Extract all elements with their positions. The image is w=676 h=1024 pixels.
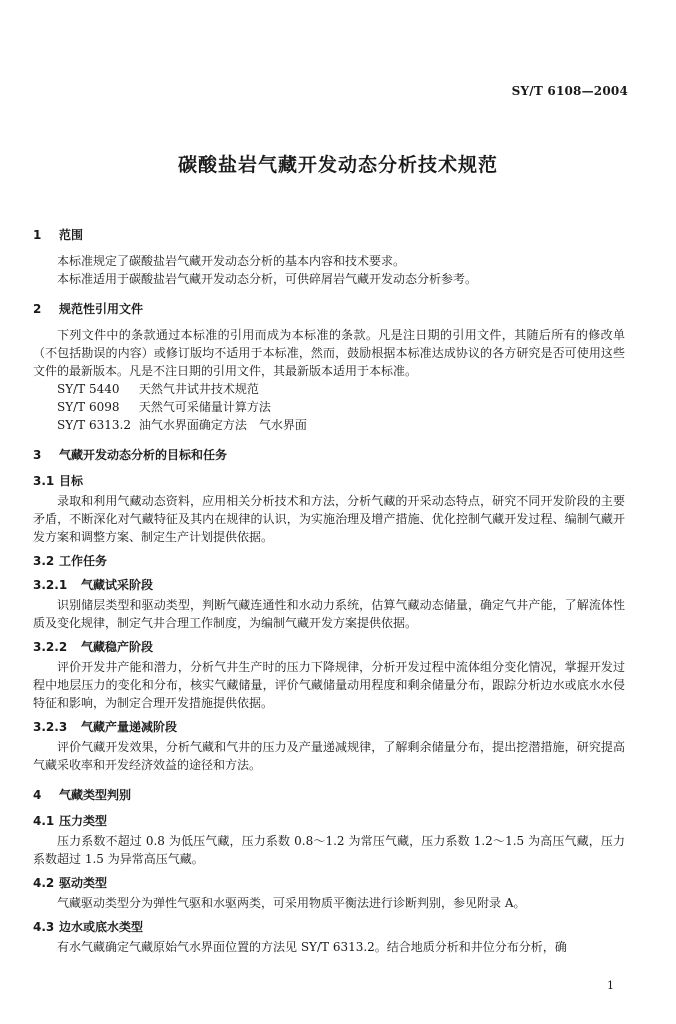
section-title: 规范性引用文件 <box>59 302 144 316</box>
page-number: 1 <box>607 979 614 992</box>
document-body <box>33 226 625 956</box>
reference-title: 天然气可采储量计算方法 <box>138 400 271 414</box>
subsection-3-2-2-heading <box>33 638 625 656</box>
subsection-3-2-3-heading <box>33 718 625 736</box>
subsection-title: 工作任务 <box>59 554 108 568</box>
subsection-number: 3.2.1 <box>33 578 68 592</box>
reference-code: SY/T 6313.2 <box>57 418 131 432</box>
doc-code: SY/T 6108—2004 <box>511 84 628 98</box>
reference-title: 油气水界面确定方法 气水界面 <box>138 418 307 432</box>
section-1-heading <box>33 226 625 244</box>
reference-item <box>33 398 625 416</box>
section-title: 气藏开发动态分析的目标和任务 <box>59 448 228 462</box>
paragraph: 有水气藏确定气藏原始气水界面位置的方法见 SY/T 6313.2。结合地质分析和井位分布分析，确 <box>57 940 567 954</box>
paragraph: 下列文件中的条款通过本标准的引用而成为本标准的条款。凡是注日期的引用文件，其随后所有的修改单（不包括勘误的内容）或修订版均不适用于本标准，然而，鼓励根据本标准达成协议的各方研究是否可使用这些文件的最新版本。凡是不注日期的引用文件，其最新版本适用于本标准。 <box>33 328 625 378</box>
reference-item <box>33 416 625 434</box>
subsection-title: 气藏稳产阶段 <box>81 640 154 654</box>
subsection-number: 3.2.3 <box>33 720 68 734</box>
section-number: 4 <box>33 788 42 802</box>
paragraph: 录取和利用气藏动态资料，应用相关分析技术和方法，分析气藏的开采动态特点，研究不同开发阶段的主要矛盾，不断深化对气藏特征及其内在规律的认识，为实施治理及增产措施、优化控制气藏开发过程、编制气藏开发方案和调整方案、制定生产计划提供依据。 <box>33 494 625 544</box>
subsection-number: 4.3 <box>33 920 55 934</box>
reference-code: SY/T 6098 <box>57 400 120 414</box>
section-3-heading <box>33 446 625 464</box>
subsection-number: 3.1 <box>33 474 55 488</box>
subsection-number: 3.2 <box>33 554 55 568</box>
subsection-title: 边水或底水类型 <box>59 920 144 934</box>
subsection-4-2-heading <box>33 874 625 892</box>
section-4-heading <box>33 786 625 804</box>
section-number: 2 <box>33 302 42 316</box>
subsection-4-3-heading <box>33 918 625 936</box>
section-2-heading <box>33 300 625 318</box>
subsection-3-2-1-heading <box>33 576 625 594</box>
paragraph: 本标准规定了碳酸盐岩气藏开发动态分析的基本内容和技术要求。 <box>57 254 406 268</box>
subsection-title: 气藏试采阶段 <box>81 578 154 592</box>
subsection-title: 驱动类型 <box>59 876 108 890</box>
subsection-3-1-heading <box>33 472 625 490</box>
section-number: 1 <box>33 228 42 242</box>
paragraph: 本标准适用于碳酸盐岩气藏开发动态分析，可供碎屑岩气藏开发动态分析参考。 <box>57 272 478 286</box>
reference-title: 天然气井试井技术规范 <box>138 382 259 396</box>
paragraph: 气藏驱动类型分为弹性气驱和水驱两类，可采用物质平衡法进行诊断判别，参见附录 A。 <box>57 896 526 910</box>
subsection-number: 4.1 <box>33 814 55 828</box>
subsection-number: 4.2 <box>33 876 55 890</box>
section-title: 范围 <box>59 228 84 242</box>
subsection-title: 目标 <box>59 474 84 488</box>
subsection-title: 压力类型 <box>59 814 108 828</box>
subsection-title: 气藏产量递减阶段 <box>81 720 178 734</box>
section-title: 气藏类型判别 <box>59 788 132 802</box>
subsection-3-2-heading <box>33 552 625 570</box>
paragraph: 识别储层类型和驱动类型，判断气藏连通性和水动力系统，估算气藏动态储量，确定气井产能，了解流体性质及变化规律，制定气井合理工作制度，为编制气藏开发方案提供依据。 <box>33 598 625 630</box>
reference-item <box>33 380 625 398</box>
subsection-number: 3.2.2 <box>33 640 68 654</box>
subsection-4-1-heading <box>33 812 625 830</box>
reference-code: SY/T 5440 <box>57 382 120 396</box>
paragraph: 评价气藏开发效果，分析气藏和气井的压力及产量递减规律，了解剩余储量分布，提出挖潜措施，研究提高气藏采收率和开发经济效益的途径和方法。 <box>33 740 625 772</box>
paragraph: 评价开发井产能和潜力，分析气井生产时的压力下降规律，分析开发过程中流体组分变化情况，掌握开发过程中地层压力的变化和分布，核实气藏储量，评价气藏储量动用程度和剩余储量分布，跟踪分析边水或底水水侵特征和影响，为制定合理开发措施提供依据。 <box>33 660 625 710</box>
section-number: 3 <box>33 448 42 462</box>
paragraph: 压力系数不超过 0.8 为低压气藏，压力系数 0.8～1.2 为常压气藏，压力系数 1.2～1.5 为高压气藏，压力系数超过 1.5 为异常高压气藏。 <box>33 834 625 866</box>
document-title: 碳酸盐岩气藏开发动态分析技术规范 <box>177 154 498 176</box>
